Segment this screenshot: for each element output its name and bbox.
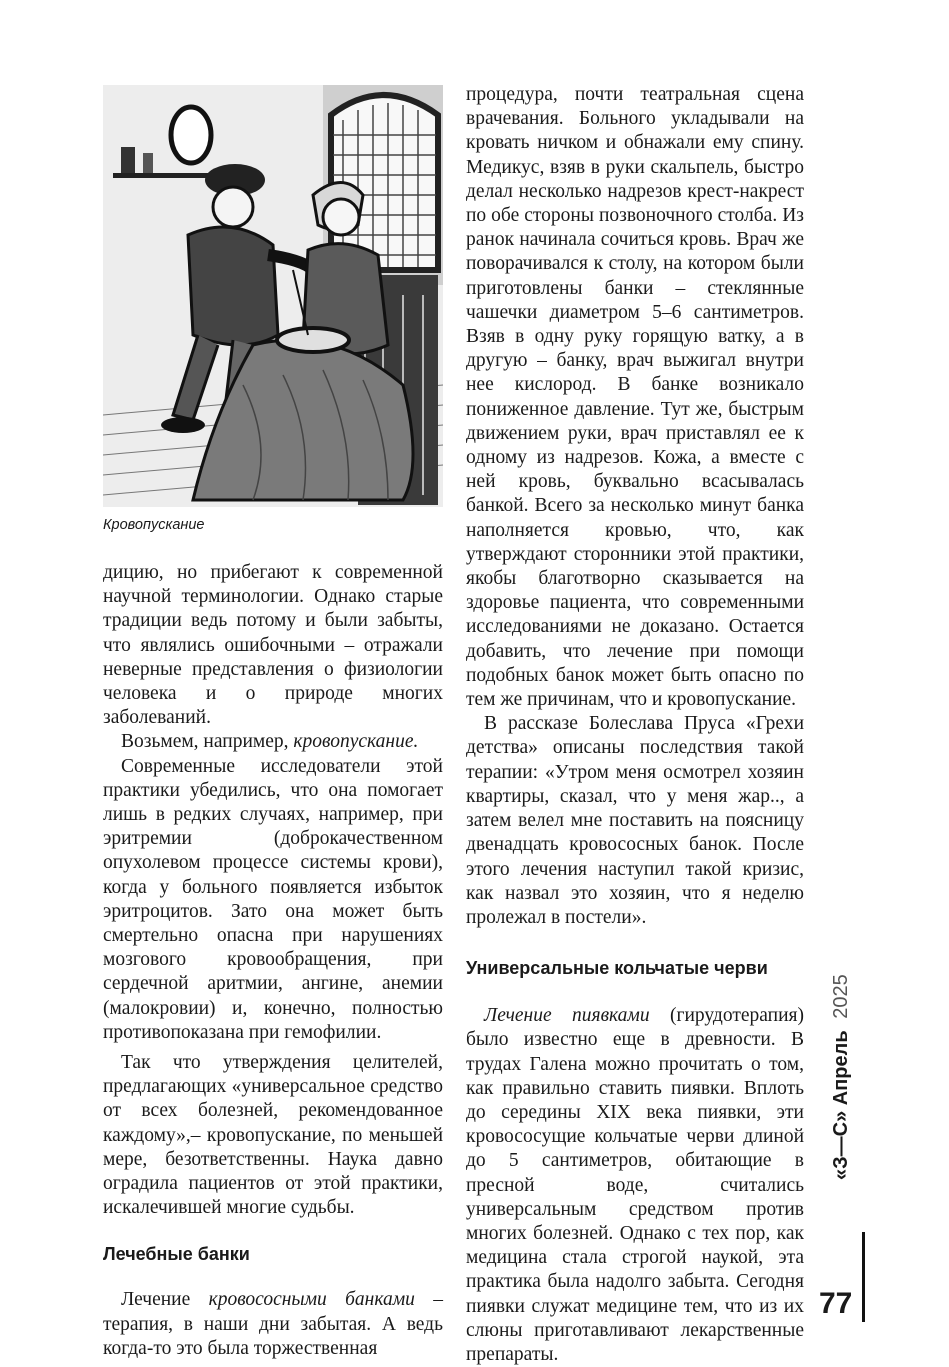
right-p3-rest: (гирудотерапия) было известно еще в древности. В трудах Галена можно прочитать о том, как правильно ставить пиявки. Вплоть до середины XIX века пиявки, эти кровососущие кольчатые черви длиной до 5 сантиметров, обитающие в пресной воде, считались универсальным средством против многих болезней. Однако с тех пор, как медицина стала строгой наукой, эта практика была надолго забыта. Сегодня пиявки служат медицине тем, что из их слюны приготавливают лекарственные препараты.: [466, 1005, 804, 1365]
left-p2-lead: Возьмем, например,: [121, 731, 294, 753]
issue-month: Апрель: [830, 1030, 852, 1106]
page-number: 77: [819, 1287, 853, 1320]
footer-rule: [862, 1232, 865, 1322]
left-paragraph-3: Современные исследователи этой практики убедились, что она помогает лишь в редких случаях, например, при эритремии (доброкачественном опухолевом процессе системы крови), когда у больного появляется избыток эритроцитов. Зато она может быть смертельно опасна при нарушениях мозгового кровообращения, при сердечной аритмии, ангине, анемии (малокровии) и, конечно, полностью противопоказана при гемофилии.: [103, 755, 443, 1043]
left-paragraph-5: [103, 1288, 443, 1361]
left-column: [103, 561, 443, 1361]
left-paragraph-1: дицию, но прибегают к современной научной терминологии. Однако старые традиции ведь потому и были забыты, что являлись ошибочными – отражали неверные представления о физиологии человека и о природе многих заболеваний.: [103, 562, 443, 729]
right-paragraph-2: В рассказе Болеслава Пруса «Грехи детства» описаны последствия такой терапии: «Утром меня осмотрел хозяин квартиры, сказал, что у меня жар.., а затем велел мне поставить на поясницу двенадцать кровососных банок. После этого лечения наступил такой кризис, как назвал это хозяин, что я неделю пролежал в постели».: [466, 713, 804, 928]
right-paragraph-1: процедура, почти театральная сцена врачевания. Больного укладывали на кровать ничком и обнажали ему спину. Медикус, взяв в руки скальпель, быстро делал несколько надрезов крест-накрест по обе стороны позвоночного столба. Из ранок начинала сочиться кровь. Врач же поворачивался к столу, на котором были приготовлены банки – стеклянные чашечки диаметром 5–6 сантиметров. Взяв в одну руку горящую ватку, а в другую – банку, врач выжигал внутри нее кислород. В банке возникало пониженное давление. Тут же, быстрым движением руки, врач приставлял ее к одному из надрезов. Кожа, а вместе с ней кровь, буквально всасывалась банкой. Всего за несколько минут банка наполняется кровью, что, как утверждают сторонники этой практики, якобы благотворно сказывается на здоровье пациента, что современными исследованиями не доказано. Остается добавить, что лечение при помощи подобных банок может быть опасно по тем же причинам, что и кровопускание.: [466, 84, 804, 711]
bloodletting-illustration: [103, 85, 443, 507]
section-heading-cupping: Лечебные банки: [103, 1244, 250, 1265]
left-paragraph-4: Так что утверждения целителей, предлагающих «универсальное средство от всех болезней, рекомендованное каждому»,– кровопускание, по меньшей мере, безответственны. Наука давно оградила пациентов от этой практики, искалечившей многие судьбы.: [103, 1052, 443, 1219]
left-p5-lead: Лечение: [121, 1289, 209, 1311]
figure-caption: Кровопускание: [103, 517, 205, 533]
left-p2-emphasis: кровопускание.: [293, 731, 419, 753]
right-column: [466, 83, 804, 1367]
left-paragraph-2: [103, 730, 443, 754]
running-title: [830, 974, 853, 1180]
issue-year: 2025: [830, 974, 852, 1019]
magazine-name: «З—С»: [830, 1110, 852, 1180]
left-p5-rest: – терапия, в наши дни забытая. А ведь когда-то это была торжественная: [103, 1289, 444, 1359]
section-heading-worms: Универсальные кольчатые черви: [466, 958, 768, 979]
right-paragraph-3: [466, 1004, 804, 1367]
right-p3-emphasis: Лечение пиявками: [484, 1005, 650, 1027]
left-p5-emphasis: кровососными банками: [208, 1289, 415, 1311]
